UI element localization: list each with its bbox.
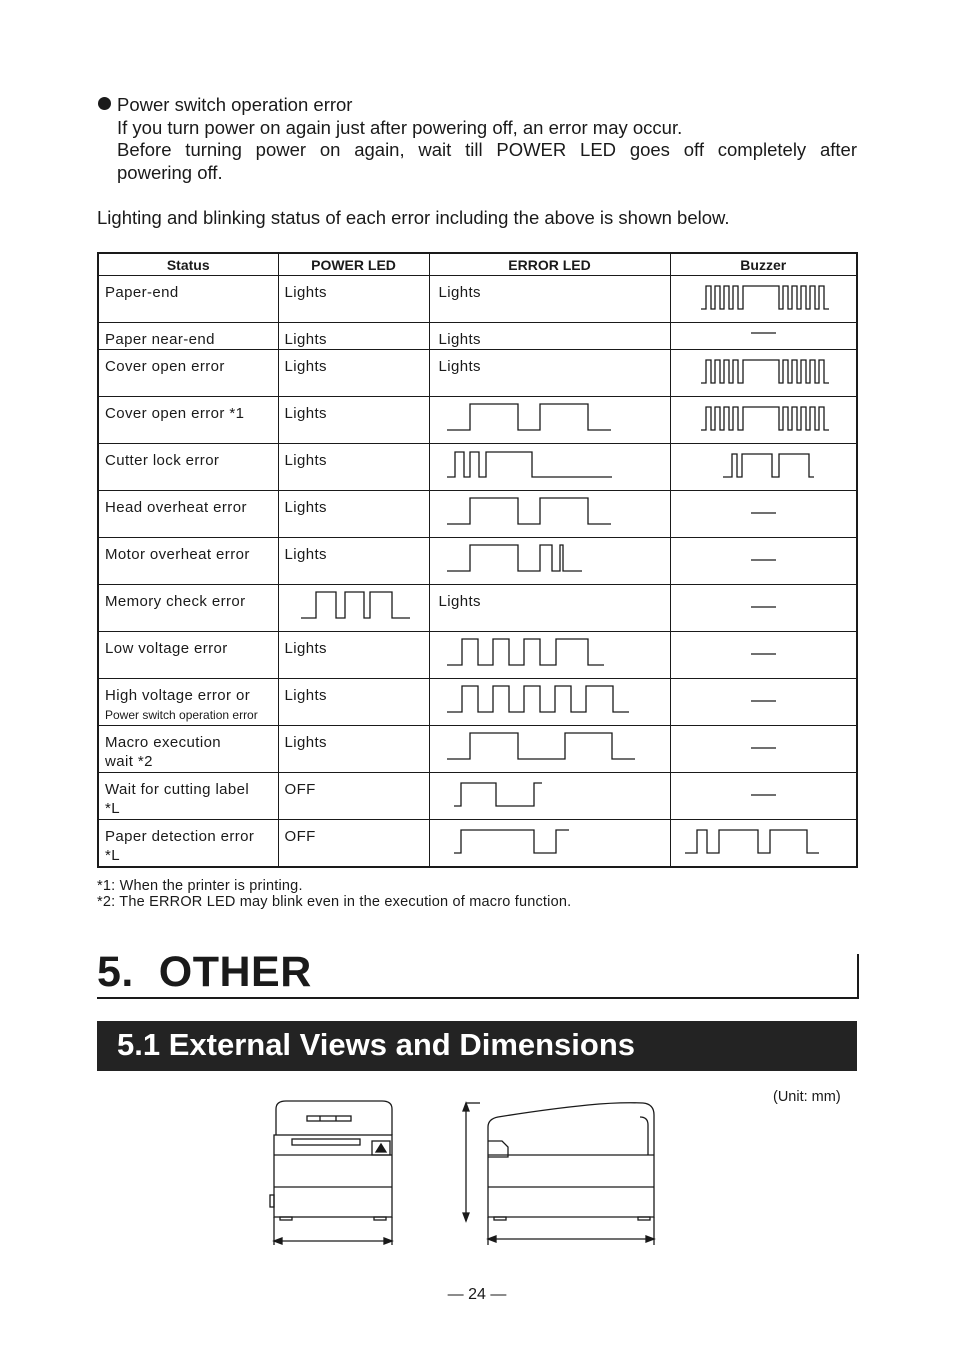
error-led-value: Lights [438,593,481,610]
error-led-cell [429,820,670,867]
power-led-value: Lights [284,452,327,469]
status-text: Paper detection error [105,828,255,845]
printer-front-view-drawing [262,1095,402,1250]
status-cell [98,444,278,491]
buzzer-cell [670,276,857,323]
error-led-cell [429,397,670,444]
power-led-cell [278,726,429,773]
error-led-cell [429,585,670,632]
status-cell [98,632,278,679]
error-led-blink-pattern [430,679,671,726]
status-text: Paper near-end [105,331,215,348]
status-text: Wait for cutting label [105,781,250,798]
table-row [98,726,857,773]
buzzer-cell [670,491,857,538]
buzzer-cell [670,444,857,491]
power-led-cell [278,444,429,491]
status-cell [98,538,278,585]
footnote-1: *1: When the printer is printing. [97,878,303,894]
buzzer-cell [670,323,857,350]
power-led-cell [278,276,429,323]
power-led-value: Lights [284,687,327,704]
error-led-value: Lights [438,331,481,348]
error-led-blink-pattern [430,491,671,538]
power-led-value: Lights [284,640,327,657]
buzzer-pattern [671,350,858,397]
status-cell [98,276,278,323]
intro-line-2: Before turning power on again, wait till POWER LED goes off completely after [117,139,857,160]
unit-label: (Unit: mm) [773,1089,841,1105]
buzzer-silent-pattern [671,538,858,585]
power-led-value: Lights [284,358,327,375]
power-led-value: Lights [284,331,327,348]
power-led-value: Lights [284,499,327,516]
table-row [98,773,857,820]
power-led-cell [278,538,429,585]
buzzer-cell [670,773,857,820]
table-row [98,538,857,585]
error-led-blink-pattern [430,820,671,867]
buzzer-pattern [671,276,858,323]
power-led-cell [278,820,429,867]
status-cell [98,350,278,397]
lighting-statement: Lighting and blinking status of each error including the above is shown below. [97,207,730,228]
error-led-cell [429,350,670,397]
table-row [98,276,857,323]
buzzer-silent-pattern [671,323,858,350]
buzzer-cell [670,632,857,679]
power-led-cell [278,585,429,632]
buzzer-silent-pattern [671,773,858,820]
error-led-blink-pattern [430,773,671,820]
status-text-line2: wait *2 [105,753,153,770]
buzzer-cell [670,585,857,632]
status-text: Motor overheat error [105,546,250,563]
section-heading [97,948,312,997]
status-text: Macro execution [105,734,222,751]
intro-line-3: powering off. [117,161,223,183]
power-led-value: Lights [284,734,327,751]
status-text-line2: *L [105,847,120,864]
status-text: Memory check error [105,593,246,610]
error-led-cell [429,679,670,726]
status-text: Cutter lock error [105,452,220,469]
printer-side-view-drawing [458,1095,668,1250]
status-text: Cover open error [105,358,225,375]
intro-paragraph [117,94,857,184]
status-cell [98,397,278,444]
table-row [98,397,857,444]
error-led-blink-pattern [430,632,671,679]
power-led-cell [278,323,429,350]
error-led-cell [429,538,670,585]
header-buzzer: Buzzer [670,253,857,276]
error-led-blink-pattern [430,397,671,444]
table-row [98,679,857,726]
header-power-led: POWER LED [278,253,429,276]
power-led-cell [278,679,429,726]
power-led-cell [278,397,429,444]
buzzer-silent-pattern [671,679,858,726]
status-text: Head overheat error [105,499,247,516]
status-cell [98,726,278,773]
status-text: High voltage error or [105,687,251,704]
buzzer-silent-pattern [671,726,858,773]
page-number: — 24 — [447,1286,507,1303]
section-number: 5. [97,948,134,996]
power-led-cell [278,632,429,679]
error-led-cell [429,773,670,820]
table-row [98,820,857,867]
section-rule [97,997,859,999]
status-cell [98,323,278,350]
section-rule-vertical [857,954,859,999]
status-text-small: Power switch operation error [105,708,258,722]
status-cell [98,491,278,538]
table-header-row [98,253,857,276]
table-row [98,350,857,397]
error-led-cell [429,632,670,679]
footnote-2: *2: The ERROR LED may blink even in the execution of macro function. [97,894,572,910]
power-led-value: Lights [284,546,327,563]
buzzer-pattern [671,444,858,491]
buzzer-cell [670,538,857,585]
buzzer-cell [670,820,857,867]
table-row [98,491,857,538]
power-led-value: Lights [284,405,327,422]
buzzer-cell [670,726,857,773]
power-led-value: OFF [284,828,316,845]
error-led-value: Lights [438,284,481,301]
power-led-blink-pattern [279,585,430,632]
buzzer-pattern [671,397,858,444]
error-led-value: Lights [438,358,481,375]
section-title: OTHER [158,948,312,996]
table-body [98,276,857,867]
power-led-value: Lights [284,284,327,301]
power-led-cell [278,350,429,397]
power-led-cell [278,773,429,820]
header-error-led: ERROR LED [429,253,670,276]
buzzer-pattern [671,820,858,867]
status-text-line2: *L [105,800,120,817]
power-led-cell [278,491,429,538]
bullet-title: Power switch operation error [117,94,353,115]
buzzer-silent-pattern [671,632,858,679]
intro-line-1: If you turn power on again just after powering off, an error may occur. [117,116,683,138]
error-led-cell [429,444,670,491]
buzzer-cell [670,350,857,397]
bullet-icon [98,97,111,110]
error-led-blink-pattern [430,726,671,773]
power-led-value: OFF [284,781,316,798]
led-status-table [97,252,858,868]
status-cell [98,773,278,820]
status-cell [98,679,278,726]
error-led-cell [429,726,670,773]
status-text: Cover open error *1 [105,405,245,422]
header-status: Status [98,253,278,276]
table-row [98,585,857,632]
error-led-blink-pattern [430,444,671,491]
error-led-blink-pattern [430,538,671,585]
buzzer-cell [670,679,857,726]
table-row [98,632,857,679]
status-cell [98,585,278,632]
buzzer-silent-pattern [671,491,858,538]
footnotes [97,878,571,910]
status-text: Low voltage error [105,640,228,657]
error-led-cell [429,276,670,323]
status-text: Paper-end [105,284,179,301]
subsection-title: 5.1 External Views and Dimensions [117,1027,636,1062]
error-led-cell [429,491,670,538]
status-cell [98,820,278,867]
table-row [98,444,857,491]
table-row [98,323,857,350]
error-led-cell [429,323,670,350]
buzzer-cell [670,397,857,444]
buzzer-silent-pattern [671,585,858,632]
